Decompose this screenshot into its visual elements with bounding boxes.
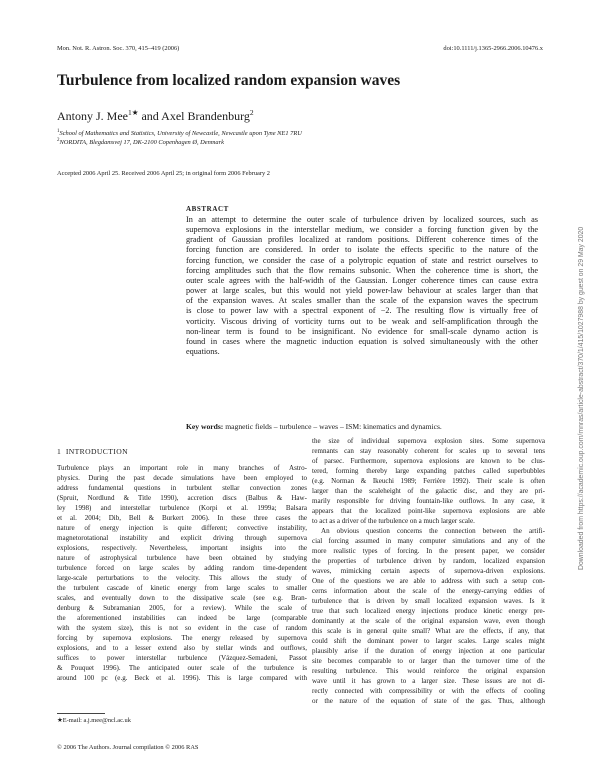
text-line: denburg & Subramanian 2005, for a review). While the scale of [57, 603, 307, 612]
text-line: explosions, and to a lesser extend also by stellar winds and outflows, [57, 643, 307, 652]
text-line: forcing amplitudes such that the flow remains subsonic. When the coherence time is short, the [186, 265, 538, 275]
section-heading [57, 446, 307, 458]
keywords-text: magnetic fields – turbulence – waves – ISM: kinematics and dynamics. [225, 422, 442, 431]
affiliation [57, 138, 224, 146]
affiliation-text: NORDITA, Blegdamsvej 17, DK-2100 Copenhagen Ø, Denmark [59, 139, 224, 147]
text-line: nature of astrophysical turbulence have been obtained by studying [57, 553, 307, 562]
text-line: forcing by supernova explosions. The energy released by supernova [57, 633, 307, 642]
text-line: tered, forming thereby large expanding patches called superbubbles [312, 466, 545, 475]
text-line: ley 1998) and interstellar turbulence (Korpi et al. 1999a; Balsara [57, 503, 307, 512]
left-column [57, 446, 307, 684]
text-line: scales, and eventually down to the dissipative scale (see e.g. Bran- [57, 593, 307, 602]
text-line: vorticity. Viscous driving of vorticity turns out to be weak and self-amplification through the [186, 316, 538, 326]
abstract-body [186, 215, 538, 357]
intro-paragraph [312, 437, 545, 527]
author-affiliation-mark: 1★ [128, 108, 139, 117]
text-line: One of the questions we are able to address with such a setup con- [312, 576, 545, 585]
author-name: Antony J. Mee [57, 109, 128, 123]
footnote-divider [57, 713, 105, 714]
text-line: the properties of turbulence driven by random, localized expansion [312, 556, 545, 565]
text-line: waves, mimicking certain aspects of supernova-driven explosions. [312, 566, 545, 575]
text-line: magnetorotational instability and explicit driving through supernova [57, 533, 307, 542]
running-header-journal: Mon. Not. R. Astron. Soc. 370, 415–419 (2006) [57, 45, 180, 52]
keywords [186, 422, 538, 431]
text-line: outer scale agrees with the half-width of the Gaussian. Longer coherence times can cause extra [186, 275, 538, 285]
text-line: more realistic types of forcing. In the present paper, we consider [312, 546, 545, 555]
text-line: this scale is in general quite small? What are the effects, if any, that [312, 626, 545, 635]
text-line: of the expansion waves. At scales smaller than the scale of the expansion waves the spectrum [186, 296, 538, 306]
author-list [57, 108, 254, 124]
text-line: (e.g. Norman & Ikeuchi 1989; Ferrière 1992). Their scale is often [312, 476, 545, 485]
text-line: resulting turbulence. This would reinforce the original expansion [312, 666, 545, 675]
text-line: site becomes comparable to or larger than the turnover time of the [312, 656, 545, 665]
author-name: Axel Brandenburg [161, 109, 250, 123]
copyright-footer: © 2006 The Authors. Journal compilation © 2006 RAS [57, 744, 199, 751]
text-line: marily responsible for driving fountain-like outflows. In any case, it [312, 496, 545, 505]
abstract-heading: ABSTRACT [186, 205, 229, 213]
abstract-section [186, 205, 538, 357]
text-line: address fundamental questions in turbulent stellar convection zones [57, 483, 307, 492]
text-line: the turbulent cascade of kinetic energy from large scales to smaller [57, 583, 307, 592]
right-column [312, 437, 545, 707]
text-line: suffices to power interstellar turbulence (Vázquez-Semadeni, Passot [57, 653, 307, 662]
text-line: dominantly at the scale of the original expansion wave, even though [312, 616, 545, 625]
intro-right-text [312, 437, 545, 707]
text-line: large-scale perturbations to the velocity. This allows the study of [57, 573, 307, 582]
text-line: found in cases where the magnetic induction equation is solved simultaneously with the other [186, 336, 538, 346]
text-line: around 100 pc (e.g. Beck et al. 1996). This is large compared with [57, 673, 307, 682]
intro-paragraph [312, 527, 545, 707]
text-line: plausibly arise if the duration of energy injection at one particular [312, 646, 545, 655]
text-line: equations. [186, 347, 220, 357]
text-line: & Pouquet 1996). The anticipated outer scale of the turbulence is [57, 663, 307, 672]
text-line: with the system size), this is not so evident in the case of random [57, 623, 307, 632]
text-line: et al. 2004; Dib, Bell & Burkert 2006). In these three cases the [57, 513, 307, 522]
running-header-doi: doi:10.1111/j.1365-2966.2006.10476.x [443, 45, 543, 52]
acceptance-dates: Accepted 2006 April 25. Received 2006 April 25; in original form 2006 February 2 [57, 170, 270, 177]
text-line: explosions, respectively. Nevertheless, important insights into the [57, 543, 307, 552]
text-line: remnants can stay reasonably coherent for scales up to several tens [312, 446, 545, 455]
keywords-label: Key words: [186, 422, 224, 431]
paper-title: Turbulence from localized random expansion waves [57, 72, 401, 89]
text-line: physics. During the past decade simulations have been employed to [57, 473, 307, 482]
section-title: INTRODUCTION [65, 447, 128, 456]
affiliation-text: School of Mathematics and Statistics, University of Newcastle, Newcastle upon Tyne NE1 7RU [59, 130, 302, 138]
affiliation-mark: 1 [57, 129, 60, 134]
text-line: rectly connected with compressibility or with the effects of cooling [312, 686, 545, 695]
text-line: non-linear term is found to be insignificant. No evidence for small-scale dynamo action is [186, 326, 538, 336]
text-line: cial forcing assumed in many computer simulations and any of the [312, 536, 545, 545]
text-line: turbulence that is driven by small localized expansion waves. Is it [312, 596, 545, 605]
text-line: forcing function, we consider the case of a polytropic equation of state and restrict ourselves to [186, 255, 538, 265]
text-line: (Spruit, Nordlund & Title 1990), accretion discs (Balbus & Haw- [57, 493, 307, 502]
text-line: the aforementioned instabilities can indeed be large (comparable [57, 613, 307, 622]
author-connector: and [138, 109, 162, 123]
text-line: cerns information about the scale of the energy-carrying eddies of [312, 586, 545, 595]
text-line: is close to power law with a spectral exponent of −2. The resulting flow is virtually free of [186, 306, 538, 316]
text-line: larger than the scaleheight of the galactic disc, and they are pri- [312, 486, 545, 495]
text-line: nature of energy injection is quite different; convective instability, [57, 523, 307, 532]
text-line: to act as a driver of the turbulence on a much larger scale. [312, 516, 475, 525]
text-line: forcing function are considered. In order to isolate the effects specific to the nature of the [186, 245, 538, 255]
text-line: true that such localized energy injections produce kinetic energy pre- [312, 606, 545, 615]
intro-paragraph [57, 464, 307, 684]
author-affiliation-mark: 2 [249, 108, 254, 117]
download-watermark: Downloaded from https://academic.oup.com/mnras/article-abstract/370/1/415/1027988 by guest on 29 May 2020 [578, 226, 585, 570]
text-line: of parsec. Furthermore, supernova explosions are known to be clus- [312, 456, 545, 465]
text-line: appears that the localized point-like supernova explosions are able [312, 506, 545, 515]
text-line: power at large scales, but this would not yield power-law behaviour at scales larger than that [186, 286, 538, 296]
text-line: gradient of Gaussian profiles localized at random positions. Different coherence times of the [186, 235, 538, 245]
affiliation [57, 129, 302, 137]
text-line: the size of individual supernova explosion sites. Some supernova [312, 437, 545, 445]
footnote-email: ★E-mail: a.j.mee@ncl.ac.uk [57, 717, 131, 724]
text-line: supernova explosions in the interstellar medium, we consider a forcing function given by the [186, 225, 538, 235]
section-number: 1 [57, 447, 62, 456]
text-line: An obvious question concerns the connection between the artifi- [321, 526, 545, 535]
text-line: In an attempt to determine the outer scale of turbulence driven by localized sources, such as [186, 215, 538, 224]
text-line: could shift the dominant power to larger scales. Large scales might [312, 636, 545, 645]
text-line: Turbulence plays an important role in many branches of Astro- [57, 464, 307, 472]
text-line: wave until it has grown to a larger size. These issues are not di- [312, 676, 545, 685]
text-line: or the nature of the equation of state of the gas. Thus, although [312, 696, 545, 705]
affiliation-mark: 2 [57, 138, 60, 143]
text-line: turbulence forced on large scales by adding random time-dependent [57, 563, 307, 572]
